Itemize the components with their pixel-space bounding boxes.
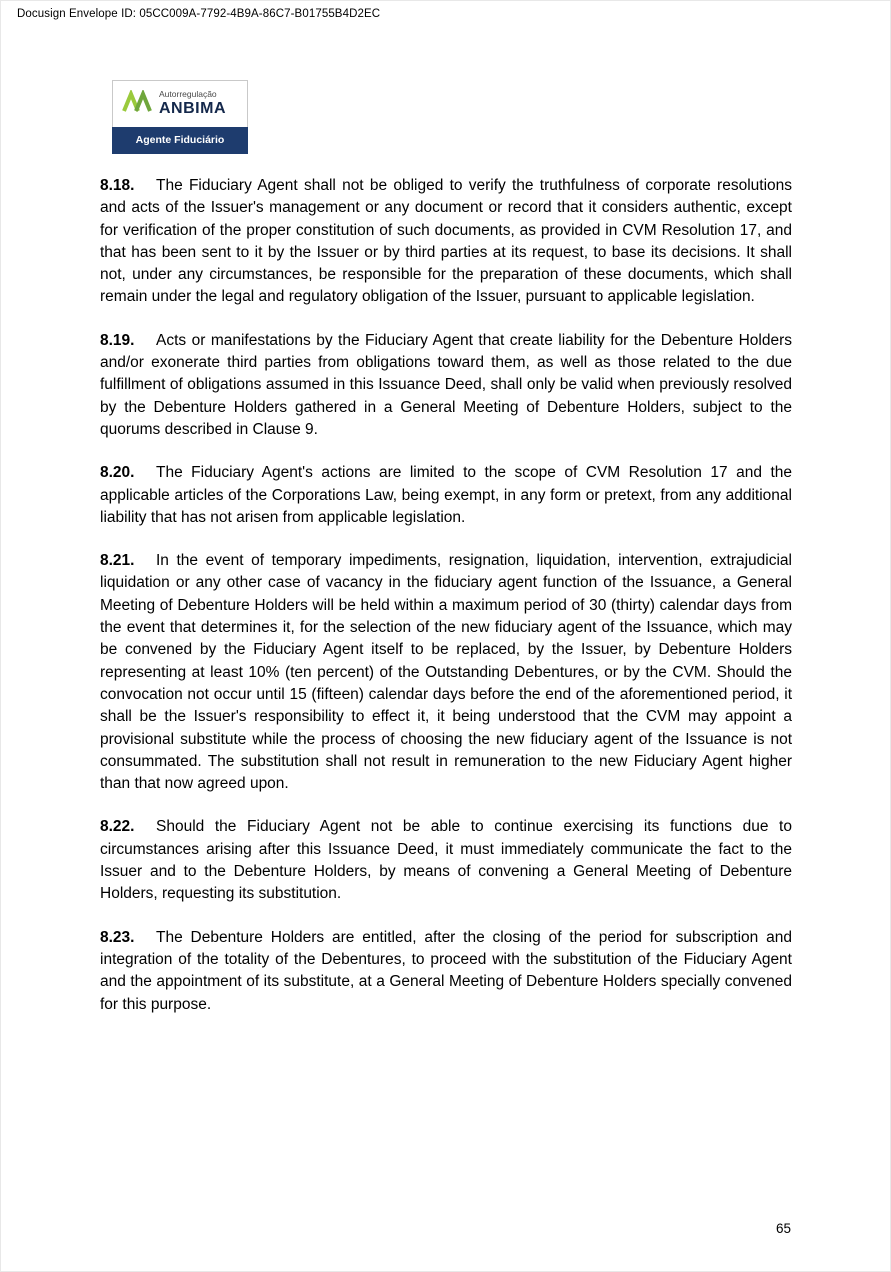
paragraph bbox=[100, 330, 792, 441]
paragraph bbox=[100, 927, 792, 1016]
paragraph-number: 8.19. bbox=[100, 331, 135, 349]
paragraph-number: 8.21. bbox=[100, 552, 135, 570]
paragraph bbox=[100, 175, 792, 309]
anbima-mark-icon bbox=[121, 90, 153, 119]
anbima-logo bbox=[112, 80, 248, 154]
anbima-autorregulacao-label: Autorregulação bbox=[159, 89, 217, 100]
paragraph-text: Should the Fiduciary Agent not be able to continue exercising its functions due to circumstances arising after this Issuance Deed, it must immediately communicate the fact to the Issuer and to the Debenture Holders, by means of convening a General Meeting of Debenture Holders, requesting its substitution. bbox=[100, 818, 792, 903]
page-number: 65 bbox=[775, 1221, 791, 1236]
paragraph-text: The Fiduciary Agent's actions are limited to the scope of CVM Resolution 17 and the applicable articles of the Corporations Law, being exempt, in any form or pretext, from any additional liability that has not arisen from applicable legislation. bbox=[100, 464, 792, 526]
paragraph-text: The Debenture Holders are entitled, after the closing of the period for subscription and integration of the totality of the Debentures, to proceed with the substitution of the Fiduciary Agent and the appointment of its substitute, at a General Meeting of Debenture Holders specially convened for this purpose. bbox=[100, 928, 792, 1013]
anbima-brand-label: ANBIMA bbox=[159, 100, 226, 118]
paragraph bbox=[100, 550, 792, 795]
paragraph-text: Acts or manifestations by the Fiduciary Agent that create liability for the Debenture Holders and/or exonerate third parties from obligations toward them, as well as those related to the due fulfillment of obligations assumed in this Issuance Deed, shall only be valid when previously resolved by the Debenture Holders gathered in a General Meeting of Debenture Holders, subject to the quorums described in Clause 9. bbox=[100, 331, 792, 438]
paragraph-number: 8.22. bbox=[100, 818, 135, 836]
envelope-id: Docusign Envelope ID: 05CC009A-7792-4B9A-86C7-B01755B4D2EC bbox=[17, 8, 381, 20]
paragraph-number: 8.23. bbox=[100, 928, 135, 946]
paragraph bbox=[100, 462, 792, 529]
document-body bbox=[100, 175, 792, 1037]
paragraph-text: In the event of temporary impediments, resignation, liquidation, intervention, extrajudicial liquidation or any other case of vacancy in the fiduciary agent function of the Issuance, a General Meeting of Debenture Holders will be held within a maximum period of 30 (thirty) calendar days from the event that determines it, for the selection of the new fiduciary agent of the Issuance, which may be convened by the Fiduciary Agent itself to be replaced, by the Issuer, by Debenture Holders representing at least 10% (ten percent) of the Outstanding Debentures, or by the CVM. Should the convocation not occur until 15 (fifteen) calendar days before the end of the aforementioned period, it shall be the Issuer's responsibility to effect it, it being understood that the CVM may appoint a provisional substitute while the process of choosing the new fiduciary agent of the Issuance is not consummated. The substitution shall not result in remuneration to the new Fiduciary Agent higher than that now agreed upon. bbox=[100, 552, 792, 793]
anbima-logo-top bbox=[112, 80, 248, 127]
anbima-logo-texts bbox=[159, 90, 226, 118]
paragraph-number: 8.20. bbox=[100, 464, 135, 482]
paragraph-number: 8.18. bbox=[100, 177, 135, 194]
agente-fiduciario-banner: Agente Fiduciário bbox=[112, 127, 248, 154]
paragraph bbox=[100, 816, 792, 905]
paragraph-text: The Fiduciary Agent shall not be obliged to verify the truthfulness of corporate resolutions and acts of the Issuer's management or any document or record that it considers authentic, except for verification of the proper constitution of such documents, as provided in CVM Resolution 17, and that has been sent to it by the Issuer or by third parties at its request, to base its decisions. It shall not, under any circumstances, be responsible for the preparation of these documents, which shall remain under the legal and regulatory obligation of the Issuer, pursuant to applicable legislation. bbox=[100, 177, 792, 306]
